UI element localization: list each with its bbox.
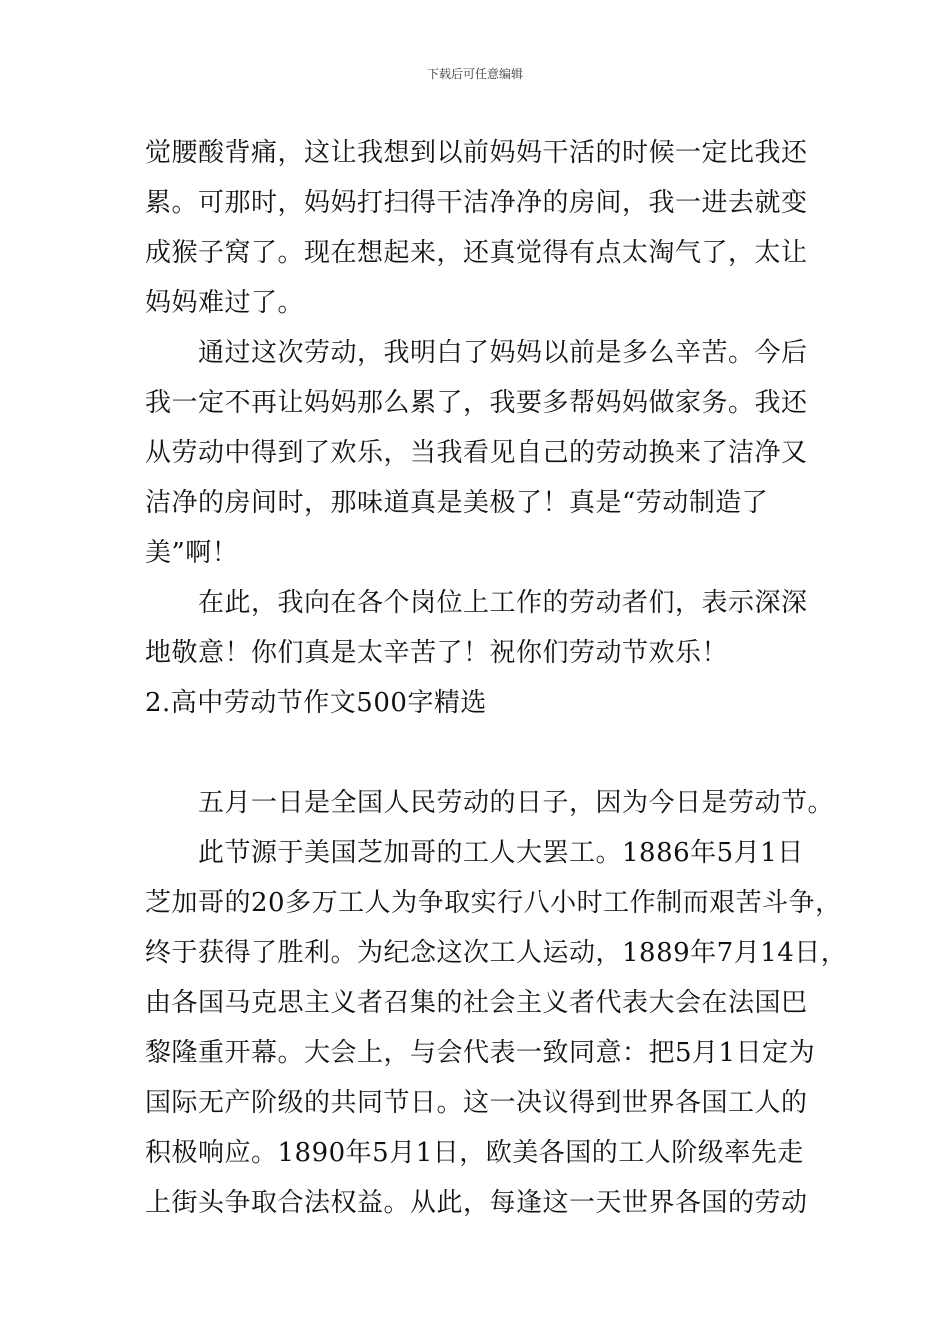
text-line: 累。可那时，妈妈打扫得干洁净净的房间，我一进去就变 (145, 188, 808, 218)
text-line: 在此，我向在各个岗位上工作的劳动者们，表示深深 (198, 588, 808, 618)
text-line: 通过这次劳动，我明白了妈妈以前是多么辛苦。今后 (198, 338, 808, 368)
text-line: 五月一日是全国人民劳动的日子，因为今日是劳动节。 (198, 788, 835, 818)
text-line: 芝加哥的20多万工人为争取实行八小时工作制而艰苦斗争， (145, 888, 842, 918)
text-line: 此节源于美国芝加哥的工人大罢工。1886年5月1日 (198, 838, 804, 868)
text-line: 洁净的房间时，那味道真是美极了！真是“劳动制造了 (145, 488, 769, 518)
text-line: 妈妈难过了。 (145, 288, 305, 318)
spacer (145, 728, 815, 778)
paragraph (145, 778, 835, 828)
document-body (145, 128, 848, 1228)
paragraph (145, 328, 815, 578)
page-header: 下载后可任意编辑 (426, 67, 523, 81)
text-line: 由各国马克思主义者召集的社会主义者代表大会在法国巴 (145, 988, 808, 1018)
text-line: 觉腰酸背痛，这让我想到以前妈妈干活的时候一定比我还 (145, 138, 808, 168)
section-title: 2.高中劳动节作文500字精选 (145, 688, 487, 718)
paragraph (145, 828, 848, 1228)
text-line: 成猴子窝了。现在想起来，还真觉得有点太淘气了，太让 (145, 238, 808, 268)
text-line: 从劳动中得到了欢乐，当我看见自己的劳动换来了洁净又 (145, 438, 808, 468)
text-line: 上街头争取合法权益。从此，每逢这一天世界各国的劳动 (145, 1188, 808, 1218)
text-line: 积极响应。1890年5月1日，欧美各国的工人阶级率先走 (145, 1138, 804, 1168)
text-line: 黎隆重开幕。大会上，与会代表一致同意：把5月1日定为 (145, 1038, 816, 1068)
text-line: 我一定不再让妈妈那么累了，我要多帮妈妈做家务。我还 (145, 388, 808, 418)
text-line: 终于获得了胜利。为纪念这次工人运动，1889年7月14日， (145, 938, 848, 968)
paragraph (145, 578, 815, 678)
text-line: 地敬意！你们真是太辛苦了！祝你们劳动节欢乐！ (145, 638, 729, 668)
paragraph (145, 128, 815, 328)
text-line: 国际无产阶级的共同节日。这一决议得到世界各国工人的 (145, 1088, 808, 1118)
text-line: 美”啊！ (145, 538, 239, 568)
